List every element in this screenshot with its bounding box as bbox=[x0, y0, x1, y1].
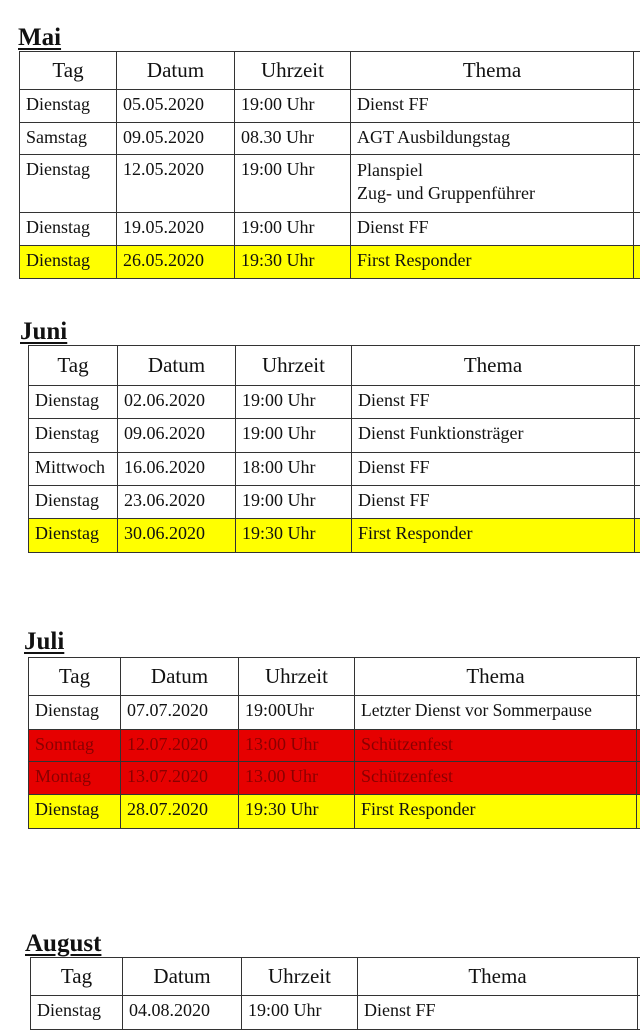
table-row: Dienstag 04.08.2020 19:00 Uhr Dienst FF bbox=[31, 996, 640, 1030]
header-tag: Tag bbox=[29, 346, 118, 386]
month-title-juni: Juni bbox=[20, 318, 68, 345]
header-row bbox=[20, 52, 640, 90]
header-tag: Tag bbox=[31, 958, 123, 996]
header-thema: Thema bbox=[358, 958, 638, 996]
schedule-table-mai bbox=[19, 51, 640, 279]
thema-line-1: Planspiel bbox=[357, 160, 423, 180]
header-datum: Datum bbox=[121, 658, 239, 696]
table-row: Mittwoch 16.06.2020 18:00 Uhr Dienst FF bbox=[29, 453, 640, 486]
table-row-cancelled: Sonntag 12.07.2020 13:00 Uhr Schützenfest bbox=[29, 730, 640, 762]
header-thema: Thema bbox=[355, 658, 637, 696]
month-title-mai: Mai bbox=[18, 24, 62, 51]
month-title-august: August bbox=[25, 930, 102, 957]
header-row bbox=[31, 958, 640, 996]
table-row: Dienstag 09.06.2020 19:00 Uhr Dienst Funktionsträger bbox=[29, 419, 640, 453]
table-row: Dienstag 23.06.2020 19:00 Uhr Dienst FF bbox=[29, 486, 640, 519]
header-tag: Tag bbox=[29, 658, 121, 696]
table-row-cancelled: Montag 13.07.2020 13.00 Uhr Schützenfest bbox=[29, 762, 640, 795]
schedule-table-juni bbox=[28, 345, 640, 553]
header-datum: Datum bbox=[123, 958, 242, 996]
table-row: Dienstag 05.05.2020 19:00 Uhr Dienst FF bbox=[20, 90, 640, 123]
header-tag: Tag bbox=[20, 52, 117, 90]
table-row-highlighted: Dienstag 26.05.2020 19:30 Uhr First Responder bbox=[20, 246, 640, 279]
header-thema: Thema bbox=[351, 52, 634, 90]
header-uhrzeit: Uhrzeit bbox=[236, 346, 352, 386]
header-row bbox=[29, 658, 640, 696]
table-row: Dienstag 12.05.2020 19:00 Uhr Planspiel Zug- und Gruppenführer bbox=[20, 155, 640, 213]
header-uhrzeit: Uhrzeit bbox=[242, 958, 358, 996]
table-row: Samstag 09.05.2020 08.30 Uhr AGT Ausbildungstag bbox=[20, 123, 640, 155]
thema-line-2: Zug- und Gruppenführer bbox=[357, 183, 535, 203]
schedule-table-august bbox=[30, 957, 640, 1030]
table-row: Dienstag 07.07.2020 19:00Uhr Letzter Dienst vor Sommerpause bbox=[29, 696, 640, 730]
header-datum: Datum bbox=[118, 346, 236, 386]
header-uhrzeit: Uhrzeit bbox=[239, 658, 355, 696]
table-row-highlighted: Dienstag 28.07.2020 19:30 Uhr First Responder bbox=[29, 795, 640, 829]
header-thema: Thema bbox=[352, 346, 635, 386]
header-row bbox=[29, 346, 640, 386]
month-title-juli: Juli bbox=[24, 628, 65, 655]
table-row-highlighted: Dienstag 30.06.2020 19:30 Uhr First Responder bbox=[29, 519, 640, 553]
table-row: Dienstag 19.05.2020 19:00 Uhr Dienst FF bbox=[20, 213, 640, 246]
schedule-table-juli bbox=[28, 657, 640, 829]
header-uhrzeit: Uhrzeit bbox=[235, 52, 351, 90]
table-row: Dienstag 02.06.2020 19:00 Uhr Dienst FF bbox=[29, 386, 640, 419]
header-datum: Datum bbox=[117, 52, 235, 90]
